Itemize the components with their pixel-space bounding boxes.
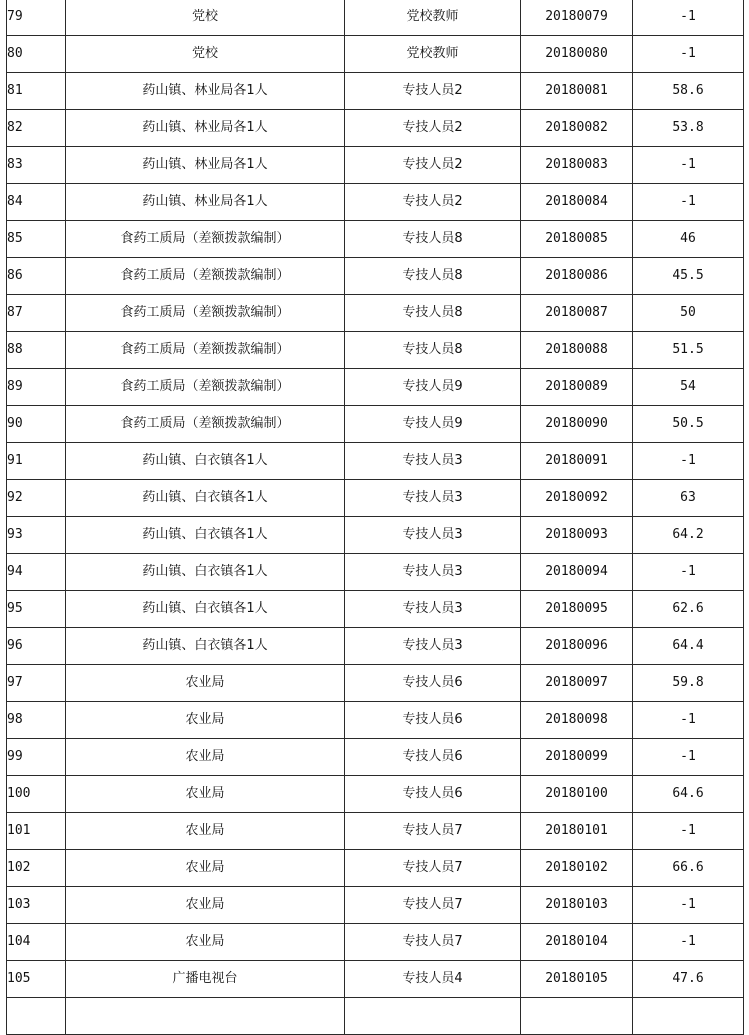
cell-position: 专技人员2 — [345, 147, 521, 184]
cell-position: 专技人员9 — [345, 369, 521, 406]
cell-recruiting-unit: 农业局 — [66, 665, 345, 702]
cell-exam-id: 20180092 — [521, 480, 633, 517]
cell-seq-number: 94 — [7, 554, 66, 591]
table-row — [7, 924, 744, 961]
cell-seq-number: 79 — [7, 0, 66, 36]
cell-recruiting-unit: 党校 — [66, 0, 345, 36]
table-row — [7, 961, 744, 998]
cell-exam-id: 20180100 — [521, 776, 633, 813]
cell-score: -1 — [633, 813, 744, 850]
table-row — [7, 776, 744, 813]
cell-recruiting-unit: 农业局 — [66, 813, 345, 850]
cell-seq-number: 91 — [7, 443, 66, 480]
cell-exam-id: 20180088 — [521, 332, 633, 369]
cell-position: 专技人员8 — [345, 332, 521, 369]
table-row — [7, 0, 744, 36]
cell-position: 专技人员2 — [345, 73, 521, 110]
cell-exam-id: 20180098 — [521, 702, 633, 739]
table-row — [7, 184, 744, 221]
cell-position: 专技人员3 — [345, 517, 521, 554]
table-row — [7, 517, 744, 554]
cell-score: 47.6 — [633, 961, 744, 998]
cell-exam-id: 20180079 — [521, 0, 633, 36]
cell-exam-id: 20180084 — [521, 184, 633, 221]
cell-exam-id: 20180096 — [521, 628, 633, 665]
cell-position — [345, 998, 521, 1035]
cell-recruiting-unit: 农业局 — [66, 776, 345, 813]
cell-exam-id — [521, 998, 633, 1035]
table-row — [7, 702, 744, 739]
cell-recruiting-unit: 药山镇、白衣镇各1人 — [66, 628, 345, 665]
table-row — [7, 665, 744, 702]
cell-recruiting-unit: 农业局 — [66, 739, 345, 776]
cell-recruiting-unit: 食药工质局（差额拨款编制） — [66, 369, 345, 406]
cell-position: 党校教师 — [345, 36, 521, 73]
cell-position: 专技人员7 — [345, 850, 521, 887]
table-row — [7, 295, 744, 332]
table-row — [7, 628, 744, 665]
cell-recruiting-unit — [66, 998, 345, 1035]
cell-seq-number: 84 — [7, 184, 66, 221]
cell-seq-number: 89 — [7, 369, 66, 406]
cell-position: 专技人员4 — [345, 961, 521, 998]
table-row — [7, 110, 744, 147]
cell-score: 46 — [633, 221, 744, 258]
cell-position: 专技人员9 — [345, 406, 521, 443]
table-row — [7, 850, 744, 887]
cell-exam-id: 20180101 — [521, 813, 633, 850]
cell-seq-number: 90 — [7, 406, 66, 443]
cell-seq-number: 95 — [7, 591, 66, 628]
cell-score: -1 — [633, 147, 744, 184]
cell-recruiting-unit: 农业局 — [66, 702, 345, 739]
cell-position: 专技人员7 — [345, 813, 521, 850]
table-row — [7, 332, 744, 369]
cell-position: 专技人员3 — [345, 443, 521, 480]
cell-score: -1 — [633, 739, 744, 776]
cell-score: -1 — [633, 554, 744, 591]
cell-exam-id: 20180089 — [521, 369, 633, 406]
cell-recruiting-unit: 药山镇、林业局各1人 — [66, 73, 345, 110]
cell-exam-id: 20180103 — [521, 887, 633, 924]
cell-seq-number: 97 — [7, 665, 66, 702]
cell-score: 64.4 — [633, 628, 744, 665]
cell-position: 专技人员2 — [345, 110, 521, 147]
cell-position: 专技人员3 — [345, 628, 521, 665]
cell-seq-number: 92 — [7, 480, 66, 517]
cell-exam-id: 20180097 — [521, 665, 633, 702]
cell-score: 58.6 — [633, 73, 744, 110]
table-row — [7, 591, 744, 628]
cell-exam-id: 20180085 — [521, 221, 633, 258]
cell-exam-id: 20180080 — [521, 36, 633, 73]
table-row — [7, 258, 744, 295]
cell-seq-number: 81 — [7, 73, 66, 110]
cell-recruiting-unit: 药山镇、林业局各1人 — [66, 147, 345, 184]
table-row — [7, 73, 744, 110]
cell-recruiting-unit: 农业局 — [66, 924, 345, 961]
cell-recruiting-unit: 广播电视台 — [66, 961, 345, 998]
score-table — [6, 0, 744, 1035]
cell-score: 59.8 — [633, 665, 744, 702]
cell-score: 45.5 — [633, 258, 744, 295]
cell-score: -1 — [633, 36, 744, 73]
cell-score: 62.6 — [633, 591, 744, 628]
cell-exam-id: 20180099 — [521, 739, 633, 776]
cell-seq-number: 105 — [7, 961, 66, 998]
cell-position: 专技人员8 — [345, 258, 521, 295]
cell-seq-number: 86 — [7, 258, 66, 295]
cell-seq-number: 96 — [7, 628, 66, 665]
cell-score: 64.6 — [633, 776, 744, 813]
cell-score: 64.2 — [633, 517, 744, 554]
table-row — [7, 36, 744, 73]
table-row — [7, 554, 744, 591]
cell-position: 专技人员6 — [345, 776, 521, 813]
cell-exam-id: 20180091 — [521, 443, 633, 480]
cell-recruiting-unit: 药山镇、白衣镇各1人 — [66, 554, 345, 591]
cell-recruiting-unit: 食药工质局（差额拨款编制） — [66, 332, 345, 369]
cell-score: 66.6 — [633, 850, 744, 887]
cell-position: 专技人员6 — [345, 665, 521, 702]
cell-recruiting-unit: 食药工质局（差额拨款编制） — [66, 295, 345, 332]
cell-exam-id: 20180082 — [521, 110, 633, 147]
cell-score: 51.5 — [633, 332, 744, 369]
cell-seq-number: 102 — [7, 850, 66, 887]
cell-exam-id: 20180093 — [521, 517, 633, 554]
cell-score: -1 — [633, 184, 744, 221]
cell-position: 专技人员7 — [345, 887, 521, 924]
cell-exam-id: 20180090 — [521, 406, 633, 443]
table-row — [7, 147, 744, 184]
cell-recruiting-unit: 药山镇、白衣镇各1人 — [66, 443, 345, 480]
cell-recruiting-unit: 药山镇、白衣镇各1人 — [66, 591, 345, 628]
table-row — [7, 443, 744, 480]
cell-recruiting-unit: 农业局 — [66, 887, 345, 924]
table-row — [7, 739, 744, 776]
cell-seq-number: 100 — [7, 776, 66, 813]
cell-position: 专技人员2 — [345, 184, 521, 221]
cell-seq-number: 103 — [7, 887, 66, 924]
cell-seq-number: 88 — [7, 332, 66, 369]
cell-position: 专技人员3 — [345, 591, 521, 628]
cell-recruiting-unit: 食药工质局（差额拨款编制） — [66, 221, 345, 258]
cell-recruiting-unit: 农业局 — [66, 850, 345, 887]
cell-score — [633, 998, 744, 1035]
table-row — [7, 221, 744, 258]
cell-seq-number: 80 — [7, 36, 66, 73]
cell-exam-id: 20180083 — [521, 147, 633, 184]
cell-seq-number: 87 — [7, 295, 66, 332]
cell-seq-number: 98 — [7, 702, 66, 739]
cell-recruiting-unit: 食药工质局（差额拨款编制） — [66, 258, 345, 295]
cell-score: 53.8 — [633, 110, 744, 147]
cell-seq-number: 93 — [7, 517, 66, 554]
cell-score: -1 — [633, 702, 744, 739]
table-row — [7, 813, 744, 850]
cell-recruiting-unit: 药山镇、林业局各1人 — [66, 184, 345, 221]
cell-score: -1 — [633, 443, 744, 480]
cell-score: -1 — [633, 887, 744, 924]
table-row — [7, 406, 744, 443]
cell-position: 专技人员6 — [345, 702, 521, 739]
cell-exam-id: 20180104 — [521, 924, 633, 961]
cell-exam-id: 20180095 — [521, 591, 633, 628]
cell-exam-id: 20180086 — [521, 258, 633, 295]
cell-score: 50.5 — [633, 406, 744, 443]
cell-position: 专技人员8 — [345, 221, 521, 258]
cell-exam-id: 20180087 — [521, 295, 633, 332]
cell-score: -1 — [633, 0, 744, 36]
cell-score: -1 — [633, 924, 744, 961]
cell-exam-id: 20180105 — [521, 961, 633, 998]
cell-exam-id: 20180102 — [521, 850, 633, 887]
cell-recruiting-unit: 党校 — [66, 36, 345, 73]
table-row — [7, 998, 744, 1035]
table-row — [7, 480, 744, 517]
cell-position: 专技人员6 — [345, 739, 521, 776]
cell-score: 63 — [633, 480, 744, 517]
table-row — [7, 369, 744, 406]
cell-position: 专技人员7 — [345, 924, 521, 961]
cell-exam-id: 20180081 — [521, 73, 633, 110]
cell-recruiting-unit: 食药工质局（差额拨款编制） — [66, 406, 345, 443]
cell-seq-number — [7, 998, 66, 1035]
cell-seq-number: 101 — [7, 813, 66, 850]
cell-recruiting-unit: 药山镇、白衣镇各1人 — [66, 517, 345, 554]
cell-seq-number: 104 — [7, 924, 66, 961]
cell-position: 专技人员3 — [345, 480, 521, 517]
cell-seq-number: 83 — [7, 147, 66, 184]
cell-exam-id: 20180094 — [521, 554, 633, 591]
cell-seq-number: 82 — [7, 110, 66, 147]
cell-score: 54 — [633, 369, 744, 406]
score-table-body — [7, 0, 744, 1035]
cell-recruiting-unit: 药山镇、林业局各1人 — [66, 110, 345, 147]
cell-recruiting-unit: 药山镇、白衣镇各1人 — [66, 480, 345, 517]
table-row — [7, 887, 744, 924]
cell-position: 党校教师 — [345, 0, 521, 36]
cell-seq-number: 99 — [7, 739, 66, 776]
cell-position: 专技人员8 — [345, 295, 521, 332]
cell-position: 专技人员3 — [345, 554, 521, 591]
cell-score: 50 — [633, 295, 744, 332]
cell-seq-number: 85 — [7, 221, 66, 258]
